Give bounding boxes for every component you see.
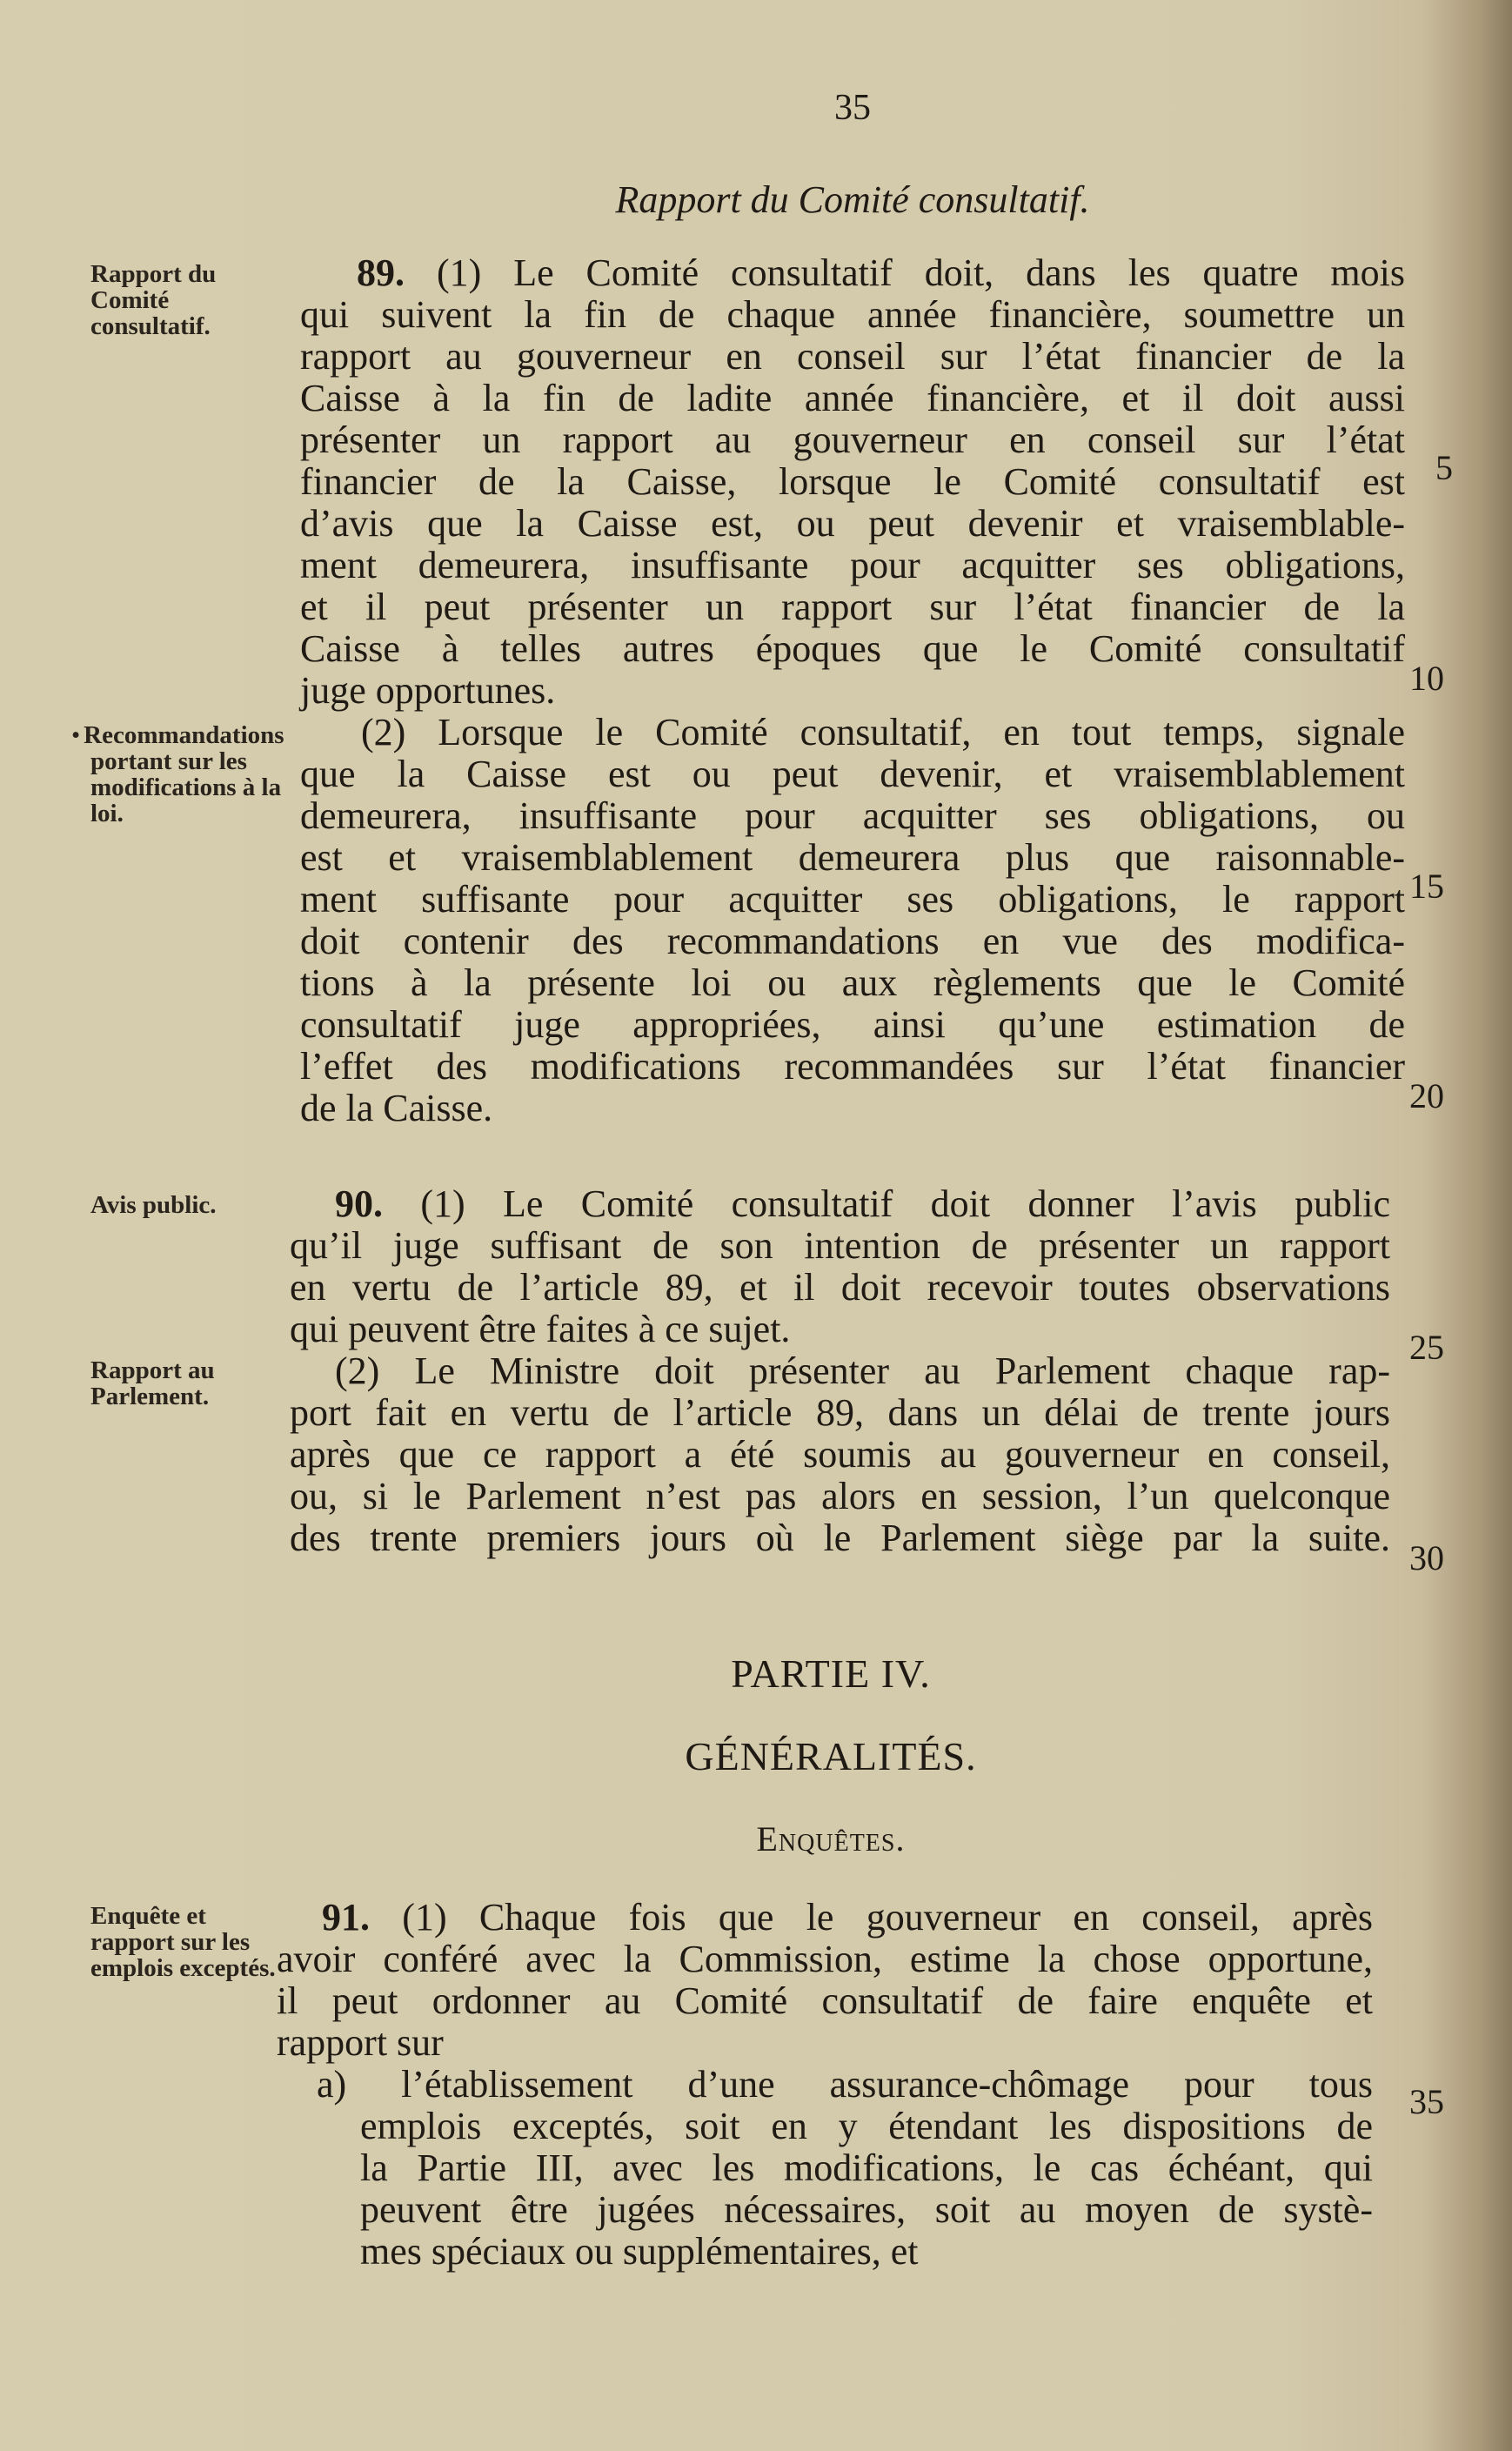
text-line: en vertu de l’article 89, et il doit recevoir toutes observations bbox=[290, 1266, 1390, 1309]
part-heading: PARTIE IV. bbox=[731, 1651, 931, 1696]
line-number: 10 bbox=[1409, 659, 1444, 698]
text-line: rapport sur bbox=[277, 2021, 444, 2064]
text-line: 89. (1) Le Comité consultatif doit, dans les quatre mois bbox=[357, 251, 1406, 294]
text-line: l’effet des modifications recommandées sur l’état financier bbox=[300, 1045, 1405, 1088]
text-line: que la Caisse est ou peut devenir, et vraisemblablement bbox=[300, 753, 1405, 795]
item-a bbox=[277, 2064, 1373, 2273]
line-number: 35 bbox=[1409, 2082, 1444, 2121]
text-line: 90. (1) Le Comité consultatif doit donner l’avis public bbox=[335, 1182, 1391, 1225]
margin-note-enquete: Enquête et rapport sur les emplois exceptés. bbox=[90, 1902, 276, 1982]
text-line: qui suivent la fin de chaque année financière, soumettre un bbox=[300, 293, 1405, 336]
line-number: 25 bbox=[1409, 1328, 1444, 1367]
text-line: qui peuvent être faites à ce sujet. bbox=[290, 1308, 791, 1350]
subheading-enquetes: Enquêtes. bbox=[756, 1819, 906, 1858]
text-line: des trente premiers jours où le Parlement siège par la suite. bbox=[290, 1517, 1390, 1559]
margin-note-recommandations: • Recommandations portant sur les modifications à la loi. bbox=[71, 721, 284, 827]
margin-note-rapport-parlement: Rapport au Parlement. bbox=[90, 1356, 215, 1410]
text-line: de la Caisse. bbox=[300, 1087, 493, 1129]
text-line: doit contenir des recommandations en vue des modifica- bbox=[300, 920, 1405, 962]
text-line: la Partie III, avec les modifications, le cas échéant, qui bbox=[360, 2146, 1373, 2189]
text-line: port fait en vertu de l’article 89, dans un délai de trente jours bbox=[290, 1391, 1390, 1434]
text-line: (2) Lorsque le Comité consultatif, en tout temps, signale bbox=[361, 711, 1405, 753]
text-line: ment suffisante pour acquitter ses obligations, le rapport bbox=[300, 878, 1405, 921]
text-line: ment demeurera, insuffisante pour acquitter ses obligations, bbox=[300, 544, 1405, 586]
section-91 bbox=[277, 1897, 1373, 2273]
text-line: financier de la Caisse, lorsque le Comité consultatif est bbox=[300, 460, 1405, 503]
section-number: 91. bbox=[322, 1896, 370, 1939]
bullet-mark: • bbox=[71, 721, 81, 749]
text-line: qu’il juge suffisant de son intention de présenter un rapport bbox=[290, 1224, 1390, 1267]
text-line: est et vraisemblablement demeurera plus que raisonnable- bbox=[300, 836, 1405, 879]
text-line: peuvent être jugées nécessaires, soit au moyen de systè- bbox=[360, 2188, 1373, 2231]
text-line: emplois exceptés, soit en y étendant les dispositions de bbox=[360, 2105, 1373, 2147]
text-line: mes spéciaux ou supplémentaires, et bbox=[360, 2230, 919, 2273]
margin-note-avis-public: Avis public. bbox=[90, 1191, 217, 1219]
line-number: 20 bbox=[1409, 1076, 1444, 1115]
line-number: 30 bbox=[1409, 1538, 1444, 1577]
text-line: Caisse à la fin de ladite année financière, et il doit aussi bbox=[300, 377, 1405, 419]
section-90 bbox=[290, 1183, 1390, 1559]
text-line: il peut ordonner au Comité consultatif de faire enquête et bbox=[277, 1979, 1373, 2022]
running-head: Rapport du Comité consultatif. bbox=[615, 178, 1090, 221]
text-line: et il peut présenter un rapport sur l’état financier de la bbox=[300, 586, 1405, 628]
text-line: avoir conféré avec la Commission, estime la chose opportune, bbox=[277, 1938, 1373, 1980]
text-line: présenter un rapport au gouverneur en conseil sur l’état bbox=[300, 419, 1405, 461]
text-line: consultatif juge appropriées, ainsi qu’une estimation de bbox=[300, 1003, 1405, 1046]
text-line: après que ce rapport a été soumis au gouverneur en conseil, bbox=[290, 1433, 1390, 1476]
text-line: a) l’établissement d’une assurance-chômage pour tous bbox=[317, 2063, 1373, 2106]
line-number: 15 bbox=[1409, 867, 1444, 906]
text-line: Caisse à telles autres époques que le Comité consultatif bbox=[300, 627, 1405, 670]
line-number: 5 bbox=[1435, 448, 1453, 487]
section-heading-generalites: GÉNÉRALITÉS. bbox=[685, 1734, 977, 1778]
text-line: ou, si le Parlement n’est pas alors en session, l’un quelconque bbox=[290, 1475, 1390, 1517]
margin-note-rapport-comite: Rapport du Comité consultatif. bbox=[90, 260, 217, 340]
text-line: demeurera, insuffisante pour acquitter ses obligations, ou bbox=[300, 794, 1405, 837]
text-line: rapport au gouverneur en conseil sur l’état financier de la bbox=[300, 335, 1405, 378]
text-line: 91. (1) Chaque fois que le gouverneur en conseil, après bbox=[322, 1896, 1373, 1939]
page-number: 35 bbox=[834, 88, 871, 128]
text-line: d’avis que la Caisse est, ou peut devenir et vraisemblable- bbox=[300, 502, 1405, 545]
section-number: 90. bbox=[335, 1182, 383, 1225]
section-number: 89. bbox=[357, 251, 405, 294]
text-line: (2) Le Ministre doit présenter au Parlement chaque rap- bbox=[335, 1349, 1390, 1392]
text-line: tions à la présente loi ou aux règlements que le Comité bbox=[300, 961, 1405, 1004]
text-line: juge opportunes. bbox=[300, 669, 556, 712]
section-89 bbox=[300, 252, 1405, 1129]
